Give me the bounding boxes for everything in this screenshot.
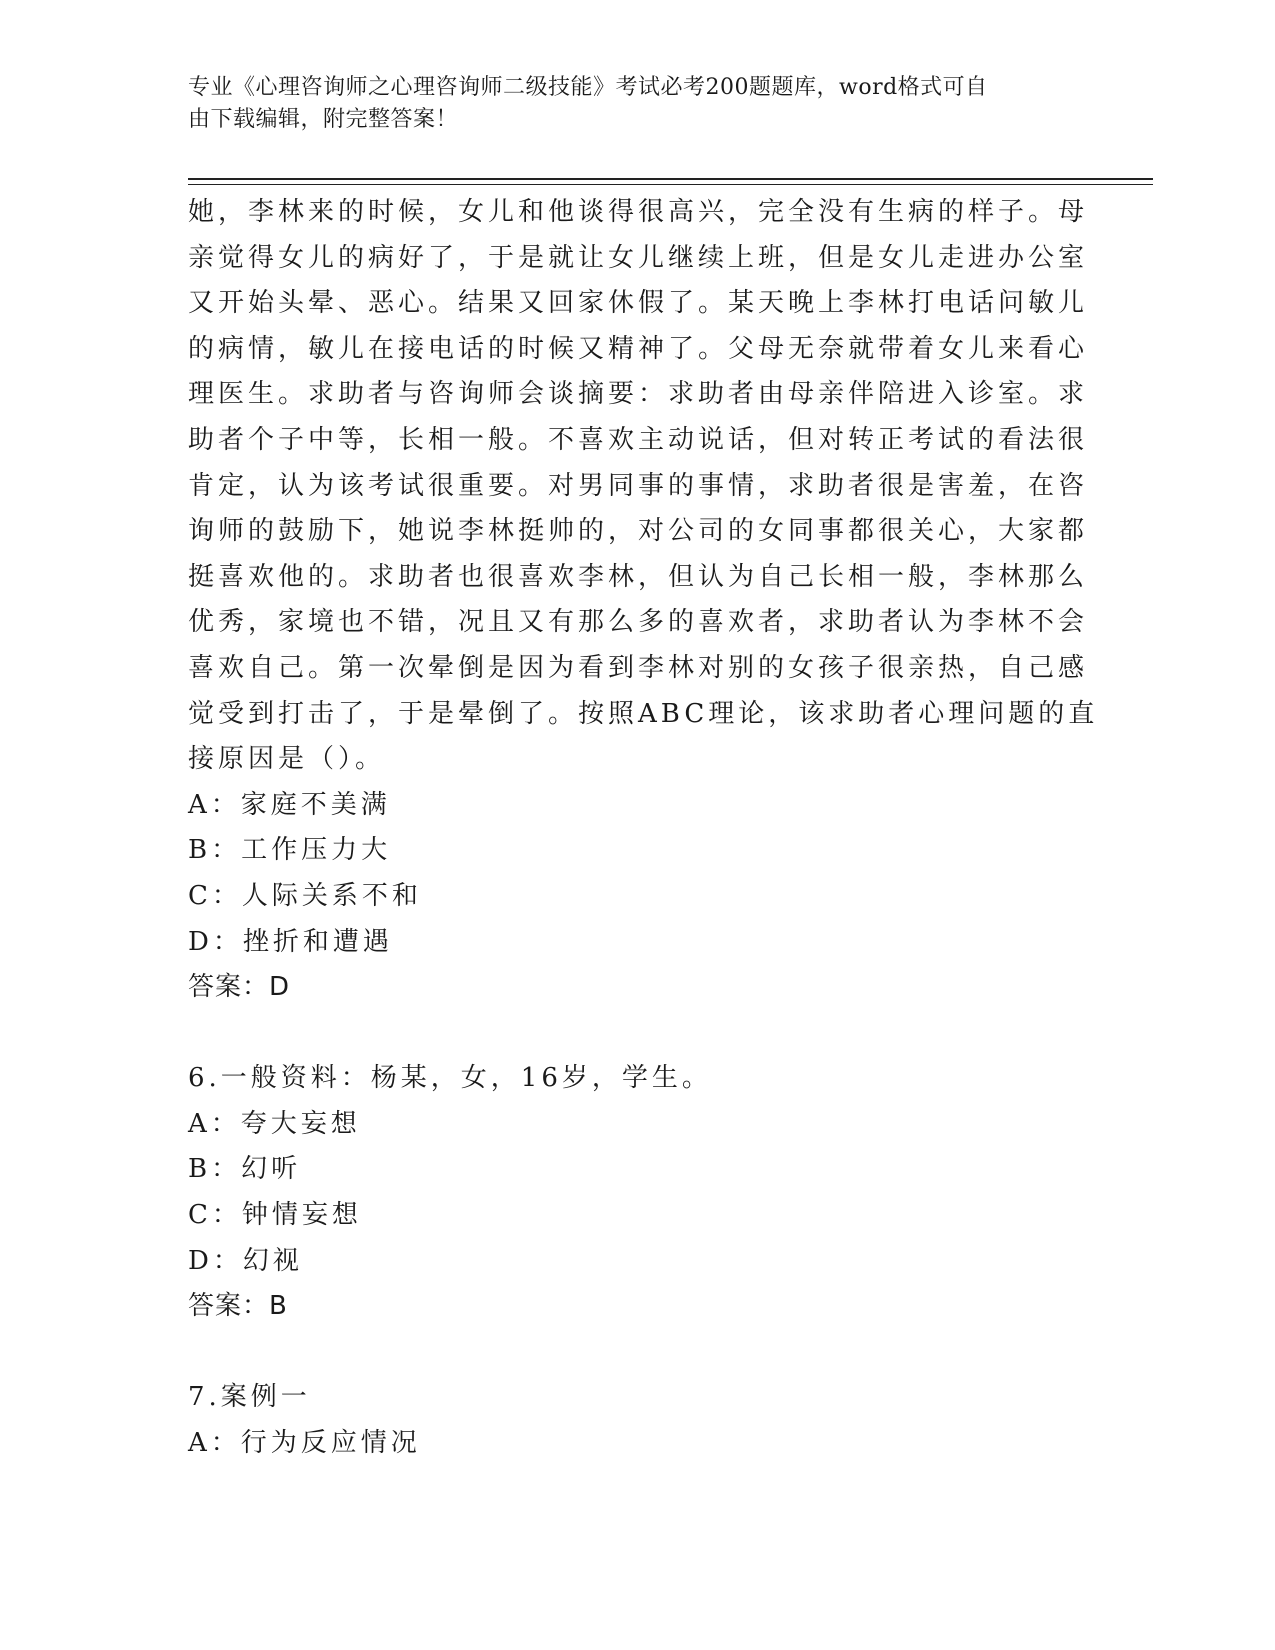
question-6 (188, 1056, 1058, 1330)
question-stem-line: 喜欢自己。第一次晕倒是因为看到李林对别的女孩子很亲热，自己感 (188, 652, 1089, 683)
option-a: A：夸大妄想 (188, 1108, 361, 1139)
question-stem-line: 亲觉得女儿的病好了，于是就让女儿继续上班，但是女儿走进办公室 (188, 242, 1089, 273)
question-stem-line: 询师的鼓励下，她说李林挺帅的，对公司的女同事都很关心，大家都 (188, 516, 1089, 547)
question-stem-line: 优秀，家境也不错，况且又有那么多的喜欢者，求助者认为李林不会 (188, 607, 1089, 638)
question-stem-line: 的病情，敏儿在接电话的时候又精神了。父母无奈就带着女儿来看心 (188, 333, 1089, 364)
question-5 (188, 190, 1099, 1011)
header-divider-thin (188, 184, 1153, 185)
question-stem-line: 又开始头晕、恶心。结果又回家休假了。某天晚上李林打电话问敏儿 (188, 288, 1089, 319)
option-a: A：行为反应情况 (188, 1428, 421, 1459)
question-stem-line: 理医生。求助者与咨询师会谈摘要：求助者由母亲伴陪进入诊室。求 (188, 379, 1089, 410)
option-b: B：幻听 (188, 1154, 302, 1185)
option-d: D：幻视 (188, 1245, 303, 1276)
question-spacer (188, 1330, 1058, 1376)
question-stem: 7.案例一 (188, 1382, 311, 1413)
answer-line: 答案：D (188, 972, 291, 1003)
answer-line: 答案：B (188, 1291, 288, 1322)
option-c: C：钟情妄想 (188, 1200, 362, 1231)
question-stem-line: 挺喜欢他的。求助者也很喜欢李林，但认为自己长相一般，李林那么 (188, 561, 1089, 592)
question-stem-line: 接原因是（）。 (188, 744, 386, 775)
question-stem: 6.一般资料：杨某，女，16岁，学生。 (188, 1063, 712, 1094)
header-title-line-1: 专业《心理咨询师之心理咨询师二级技能》考试必考200题题库，word格式可自 (188, 75, 988, 100)
question-stem-line: 助者个子中等，长相一般。不喜欢主动说话，但对转正考试的看法很 (188, 424, 1089, 455)
option-a: A：家庭不美满 (188, 789, 391, 820)
option-c: C：人际关系不和 (188, 880, 422, 911)
question-7 (188, 1375, 1058, 1466)
document-body (188, 190, 1099, 1467)
document-header (188, 72, 1068, 136)
header-title-line-2: 由下载编辑，附完整答案！ (188, 107, 459, 132)
option-b: B：工作压力大 (188, 835, 392, 866)
option-d: D：挫折和遭遇 (188, 926, 393, 957)
question-stem-line: 她，李林来的时候，女儿和他谈得很高兴，完全没有生病的样子。母 (188, 197, 1089, 227)
question-stem-line: 肯定，认为该考试很重要。对男同事的事情，求助者很是害羞，在咨 (188, 470, 1089, 501)
header-divider-thick (188, 178, 1153, 180)
question-stem-line: 觉受到打击了，于是晕倒了。按照ABC理论，该求助者心理问题的直 (188, 698, 1099, 729)
question-spacer (188, 1011, 1058, 1057)
